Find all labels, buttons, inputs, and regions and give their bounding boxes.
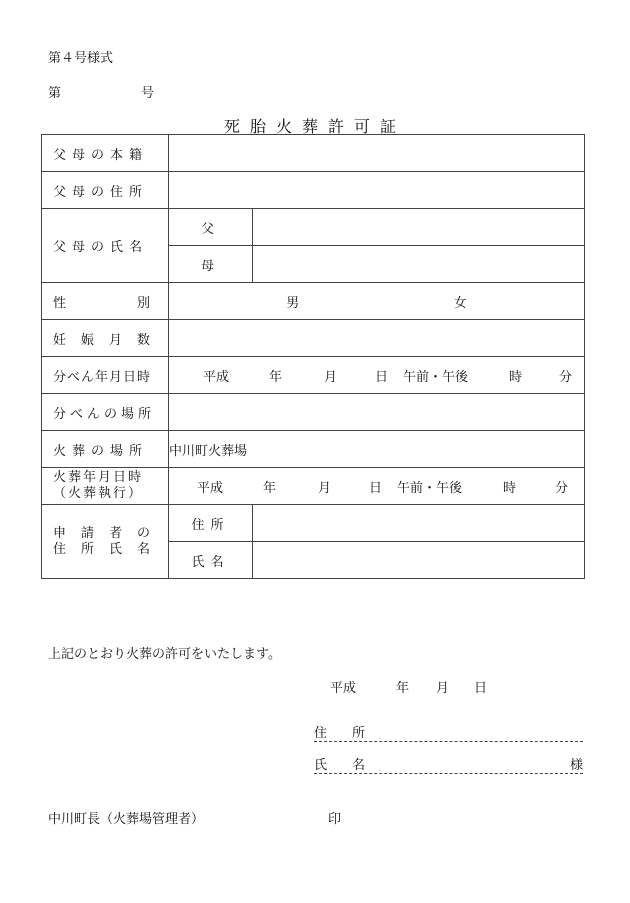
- table-row: [42, 357, 585, 394]
- mother-label: 母: [169, 246, 253, 283]
- mother-name-field[interactable]: [253, 246, 585, 283]
- applicant-label: 申 請 者 の 住 所 氏 名: [42, 505, 169, 579]
- doc-number-prefix: 第: [48, 86, 62, 101]
- table-row: [42, 394, 585, 431]
- table-row: [42, 283, 585, 320]
- honorific: 様: [569, 758, 583, 773]
- parents-name-label: 父母の氏名: [42, 209, 169, 283]
- delivery-place-label: 分べんの場所: [42, 394, 169, 431]
- table-row: [42, 431, 585, 468]
- issuer-address-label: 住 所: [314, 726, 366, 741]
- table-row: [42, 172, 585, 209]
- father-label: 父: [169, 209, 253, 246]
- parents-address-field[interactable]: [169, 172, 585, 209]
- male-option[interactable]: 男: [286, 295, 300, 311]
- table-row: [42, 320, 585, 357]
- table-row: [42, 135, 585, 172]
- cremation-datetime-field[interactable]: 平成 年 月 日 午前・午後 時 分: [169, 468, 585, 505]
- gestation-label: 妊 娠 月 数: [42, 320, 169, 357]
- page-title: 死胎火葬許可証: [223, 117, 406, 136]
- form-number: 第４号様式: [48, 51, 114, 66]
- doc-number-suffix: 号: [141, 86, 155, 101]
- parents-domicile-field[interactable]: [169, 135, 585, 172]
- permit-statement: 上記のとおり火葬の許可をいたします。: [48, 647, 281, 662]
- table-row: [42, 505, 585, 542]
- seal-mark: 印: [328, 812, 342, 827]
- cremation-place-label: 火葬の場所: [42, 431, 169, 468]
- cremation-place-value[interactable]: 中川町火葬場: [169, 431, 585, 468]
- permit-table: [41, 134, 585, 579]
- table-row: [42, 209, 585, 246]
- father-name-field[interactable]: [253, 209, 585, 246]
- issuer-name-field[interactable]: [314, 755, 583, 774]
- gestation-field[interactable]: [169, 320, 585, 357]
- table-row: [42, 468, 585, 505]
- applicant-address-field[interactable]: [253, 505, 585, 542]
- delivery-datetime-field[interactable]: 平成 年 月 日 午前・午後 時 分: [169, 357, 585, 394]
- issuer-title: 中川町長（火葬場管理者）: [48, 812, 205, 827]
- female-option[interactable]: 女: [453, 295, 467, 311]
- delivery-datetime-label: 分べん年月日時: [42, 357, 169, 394]
- applicant-address-label: 住所: [169, 505, 253, 542]
- parents-address-label: 父母の住所: [42, 172, 169, 209]
- applicant-name-field[interactable]: [253, 542, 585, 579]
- parents-domicile-label: 父母の本籍: [42, 135, 169, 172]
- delivery-place-field[interactable]: [169, 394, 585, 431]
- issuer-address-field[interactable]: [314, 723, 583, 742]
- issue-date: 平成 年 月 日: [330, 681, 488, 696]
- document-number: [48, 82, 154, 101]
- sex-field[interactable]: [169, 283, 585, 320]
- cremation-datetime-label: 火葬年月日時 （火葬執行）: [42, 468, 169, 505]
- applicant-name-label: 氏名: [169, 542, 253, 579]
- sex-label: 性 別: [42, 283, 169, 320]
- issuer-name-label: 氏 名: [314, 758, 366, 773]
